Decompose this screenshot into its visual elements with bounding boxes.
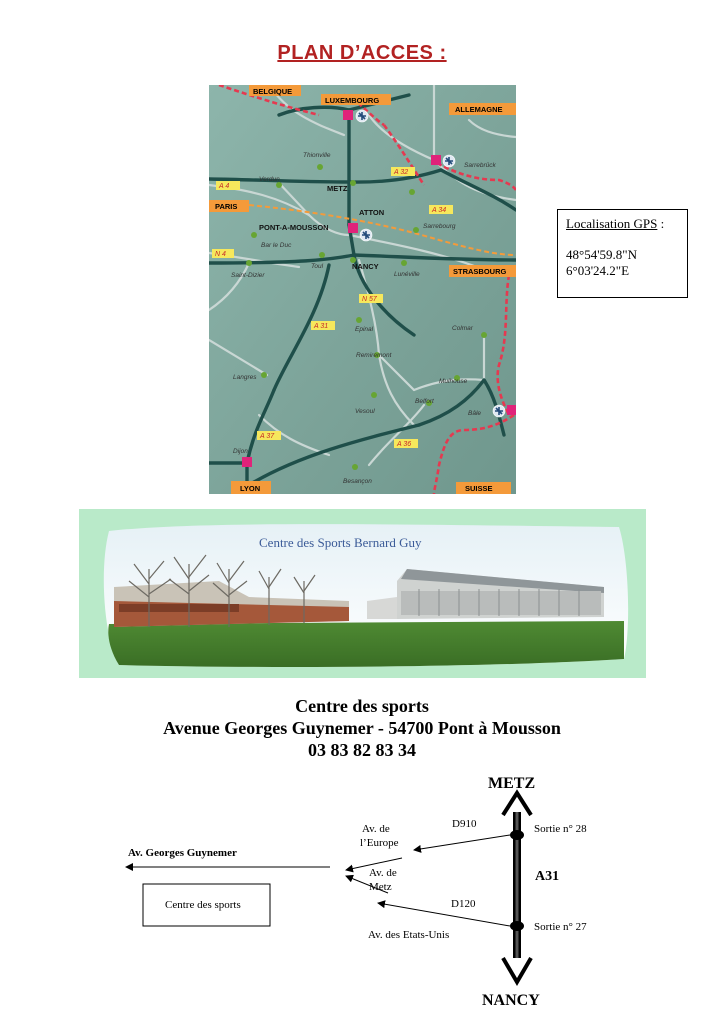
- gps-box: [557, 209, 688, 298]
- map-verdun: Verdun: [259, 176, 280, 183]
- photo-caption: Centre des Sports Bernard Guy: [259, 535, 422, 550]
- map-bar-le-duc: Bar le Duc: [261, 242, 292, 249]
- route-nancy: NANCY: [482, 992, 540, 1009]
- map-luxembourg: LUXEMBOURG: [325, 96, 380, 105]
- map-vesoul: Vesoul: [355, 408, 375, 415]
- road-a31: A 31: [314, 323, 329, 330]
- gps-latitude: 48°54'59.8"N: [566, 247, 637, 262]
- map-atton: ATTON: [359, 208, 385, 217]
- map-colmar: Colmar: [452, 325, 473, 332]
- access-map: [209, 85, 516, 494]
- route-av-metz-2: Metz: [369, 881, 392, 893]
- venue-address: Avenue Georges Guynemer - 54700 Pont à Mousson: [163, 718, 561, 738]
- map-belgique: BELGIQUE: [253, 87, 293, 96]
- map-mulhouse: Mulhouse: [439, 378, 468, 385]
- venue-info: [0, 695, 724, 761]
- route-diagram: [0, 760, 724, 1024]
- map-pont-a-mousson: PONT-A-MOUSSON: [259, 223, 329, 232]
- a31-highway: [503, 793, 531, 982]
- road-n57: N 57: [362, 296, 377, 303]
- map-langres: Langres: [233, 374, 257, 381]
- route-d910: D910: [452, 818, 477, 830]
- map-dijon: Dijon: [233, 448, 248, 455]
- route-exit-28: Sortie n° 28: [534, 823, 587, 835]
- map-lyon: LYON: [240, 484, 261, 493]
- road-a32: A 32: [394, 169, 409, 176]
- route-exit-27: Sortie n° 27: [534, 921, 587, 933]
- route-av-etats-unis: Av. des Etats-Unis: [368, 929, 450, 941]
- map-nancy: NANCY: [352, 262, 379, 271]
- map-toul: Toul: [311, 263, 324, 270]
- road-a36: A 36: [397, 441, 412, 448]
- gps-label-line: [566, 216, 679, 232]
- route-d120: D120: [451, 898, 476, 910]
- destination-label: Centre des sports: [165, 899, 241, 911]
- route-a31: A31: [535, 869, 560, 884]
- road-a4: A 4: [219, 183, 230, 190]
- map-sarrebourg: Sarrebourg: [423, 223, 456, 230]
- road-a37: A 37: [260, 433, 275, 440]
- map-bale: Bâle: [468, 410, 482, 417]
- map-allemagne: ALLEMAGNE: [455, 105, 503, 114]
- road-n4: N 4: [215, 251, 226, 258]
- map-metz: METZ: [327, 184, 348, 193]
- map-epinal: Epinal: [355, 326, 374, 333]
- venue-photo: [79, 509, 646, 678]
- map-belfort: Belfort: [415, 398, 434, 405]
- gps-label: Localisation GPS: [566, 216, 658, 231]
- route-av-europe-1: Av. de: [362, 823, 390, 835]
- route-av-europe-2: l’Europe: [360, 837, 399, 849]
- venue-phone: 03 83 82 83 34: [308, 740, 416, 760]
- gps-label-colon: :: [657, 216, 665, 231]
- route-av-metz-1: Av. de: [369, 867, 397, 879]
- map-suisse: SUISSE: [465, 484, 493, 493]
- road-a34: A 34: [432, 207, 447, 214]
- map-luneville: Lunéville: [394, 271, 420, 278]
- map-strasbourg: STRASBOURG: [453, 267, 507, 276]
- route-av-guynemer: Av. Georges Guynemer: [128, 847, 237, 859]
- gps-longitude: 6°03'24.2"E: [566, 263, 630, 278]
- map-remiremont: Remiremont: [356, 352, 392, 359]
- route-metz: METZ: [488, 775, 536, 792]
- map-paris: PARIS: [215, 202, 238, 211]
- map-saint-dizier: Saint-Dizier: [231, 272, 265, 279]
- map-sarrebruck: Sarrebrück: [464, 162, 496, 169]
- venue-name: Centre des sports: [295, 696, 429, 716]
- page-title: PLAN D’ACCES :: [277, 42, 447, 64]
- map-thionville: Thionville: [303, 152, 331, 159]
- map-besancon: Besançon: [343, 478, 372, 485]
